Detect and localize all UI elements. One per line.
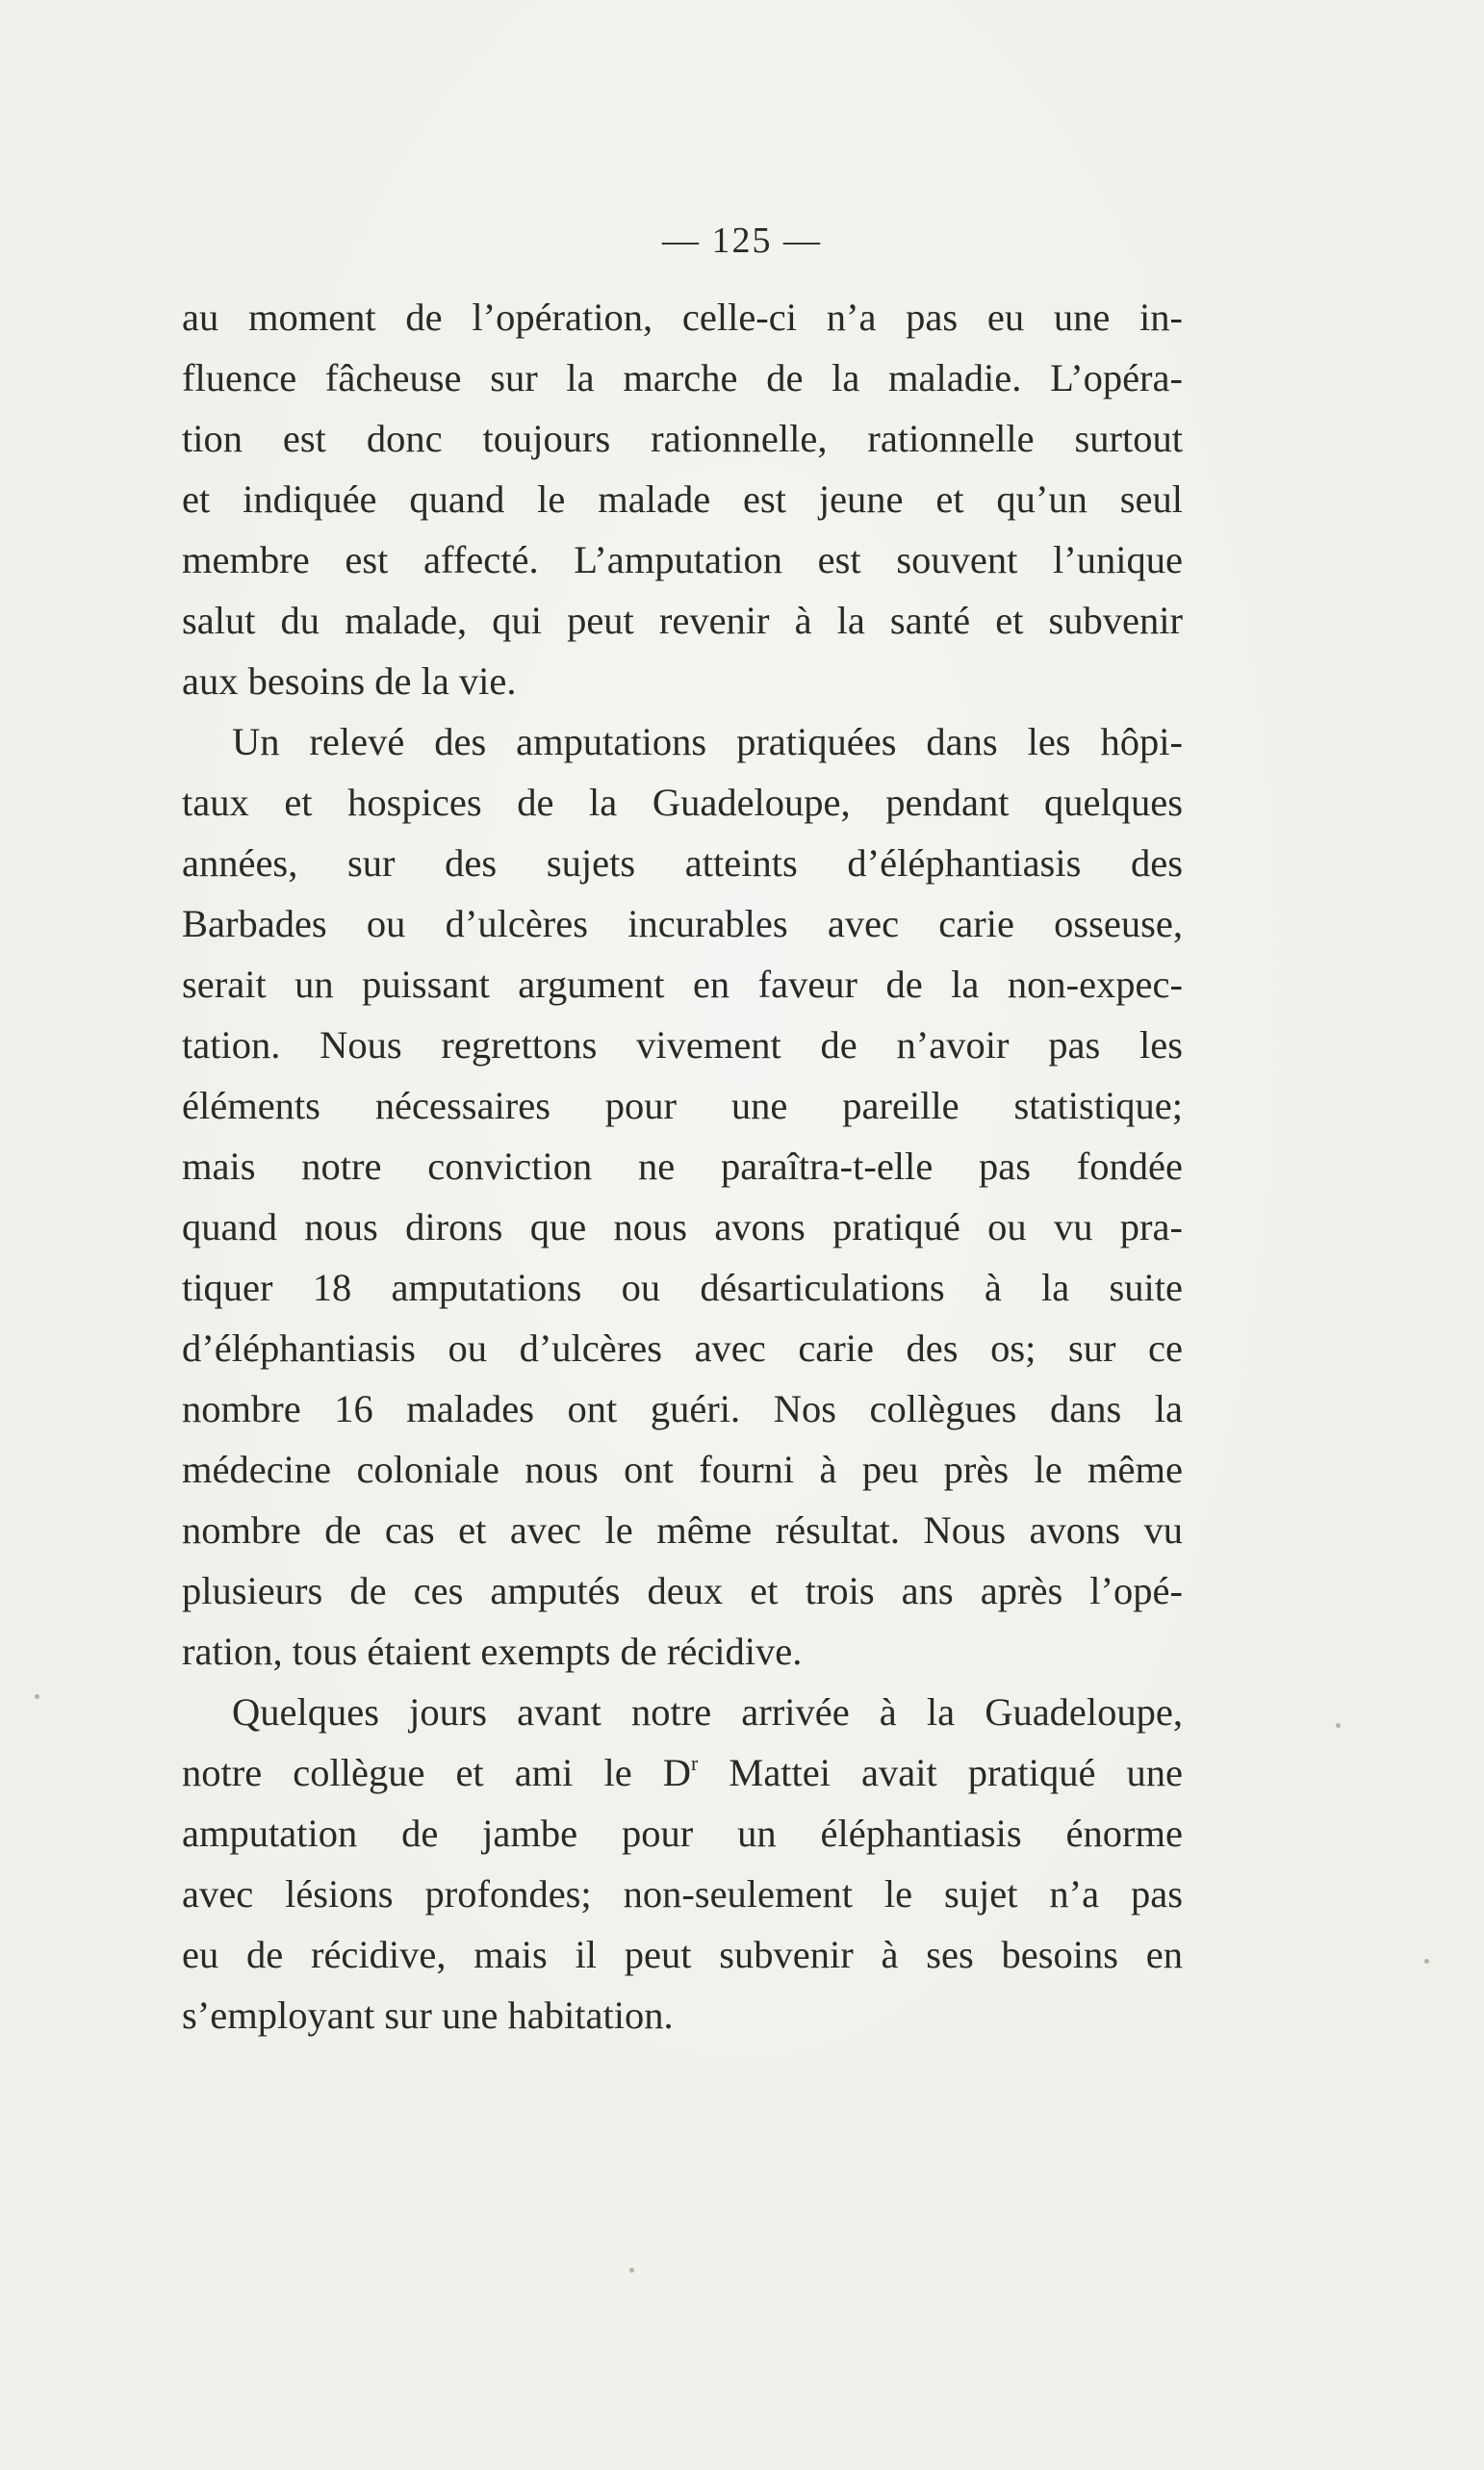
text-line: s’employant sur une habitation. [182,1994,674,2037]
text-line: tion est donc toujours rationnelle, rationnelle surtout [182,417,1183,460]
paper-speck [35,1694,39,1699]
text-line: serait un puissant argument en faveur de la non-expec- [182,963,1183,1006]
text-line: aux besoins de la vie. [182,659,517,703]
text-line [182,1742,1183,1803]
body-text [182,287,1183,2045]
text-line: taux et hospices de la Guadeloupe, pendant quelques [182,781,1183,824]
text-line: Un relevé des amputations pratiquées dans les hôpi- [232,720,1183,763]
text-line: nombre de cas et avec le même résultat. Nous avons vu [182,1508,1183,1552]
text-line: quand nous dirons que nous avons pratiqué ou vu pra- [182,1205,1183,1248]
text-line: Quelques jours avant notre arrivée à la Guadeloupe, [232,1690,1183,1734]
text-line: ration, tous étaient exempts de récidive. [182,1630,803,1673]
page-number: — 125 — [662,220,822,261]
text-fragment: notre collègue et ami le D [182,1751,691,1794]
text-line: avec lésions profondes; non-seulement le sujet n’a pas [182,1872,1183,1916]
text-line: Barbades ou d’ulcères incurables avec carie osseuse, [182,902,1183,945]
text-line: médecine coloniale nous ont fourni à peu près le même [182,1448,1183,1491]
text-line: plusieurs de ces amputés deux et trois ans après l’opé- [182,1569,1183,1612]
text-line: fluence fâcheuse sur la marche de la maladie. L’opéra- [182,356,1183,399]
text-fragment: Mattei avait pratiqué une [698,1751,1183,1794]
text-line: tiquer 18 amputations ou désarticulations à la suite [182,1266,1183,1309]
paper-speck [629,2268,634,2273]
text-line: nombre 16 malades ont guéri. Nos collègues dans la [182,1387,1183,1430]
text-line: amputation de jambe pour un éléphantiasis énorme [182,1812,1183,1855]
text-line: mais notre conviction ne paraîtra-t-elle pas fondée [182,1145,1183,1188]
text-line: salut du malade, qui peut revenir à la santé et subvenir [182,599,1183,642]
paper-speck [1424,1959,1429,1964]
text-line: membre est affecté. L’amputation est souvent l’unique [182,538,1183,581]
text-line: tation. Nous regrettons vivement de n’avoir pas les [182,1023,1183,1067]
text-line: eu de récidive, mais il peut subvenir à ses besoins en [182,1933,1183,1976]
text-line: d’éléphantiasis ou d’ulcères avec carie des os; sur ce [182,1326,1183,1370]
text-line: au moment de l’opération, celle-ci n’a pas eu une in- [182,296,1183,339]
text-line: éléments nécessaires pour une pareille statistique; [182,1084,1183,1127]
text-line: années, sur des sujets atteints d’éléphantiasis des [182,841,1183,885]
superscript: r [690,1751,699,1775]
paper-speck [1336,1723,1341,1728]
text-line: et indiquée quand le malade est jeune et qu’un seul [182,477,1183,521]
